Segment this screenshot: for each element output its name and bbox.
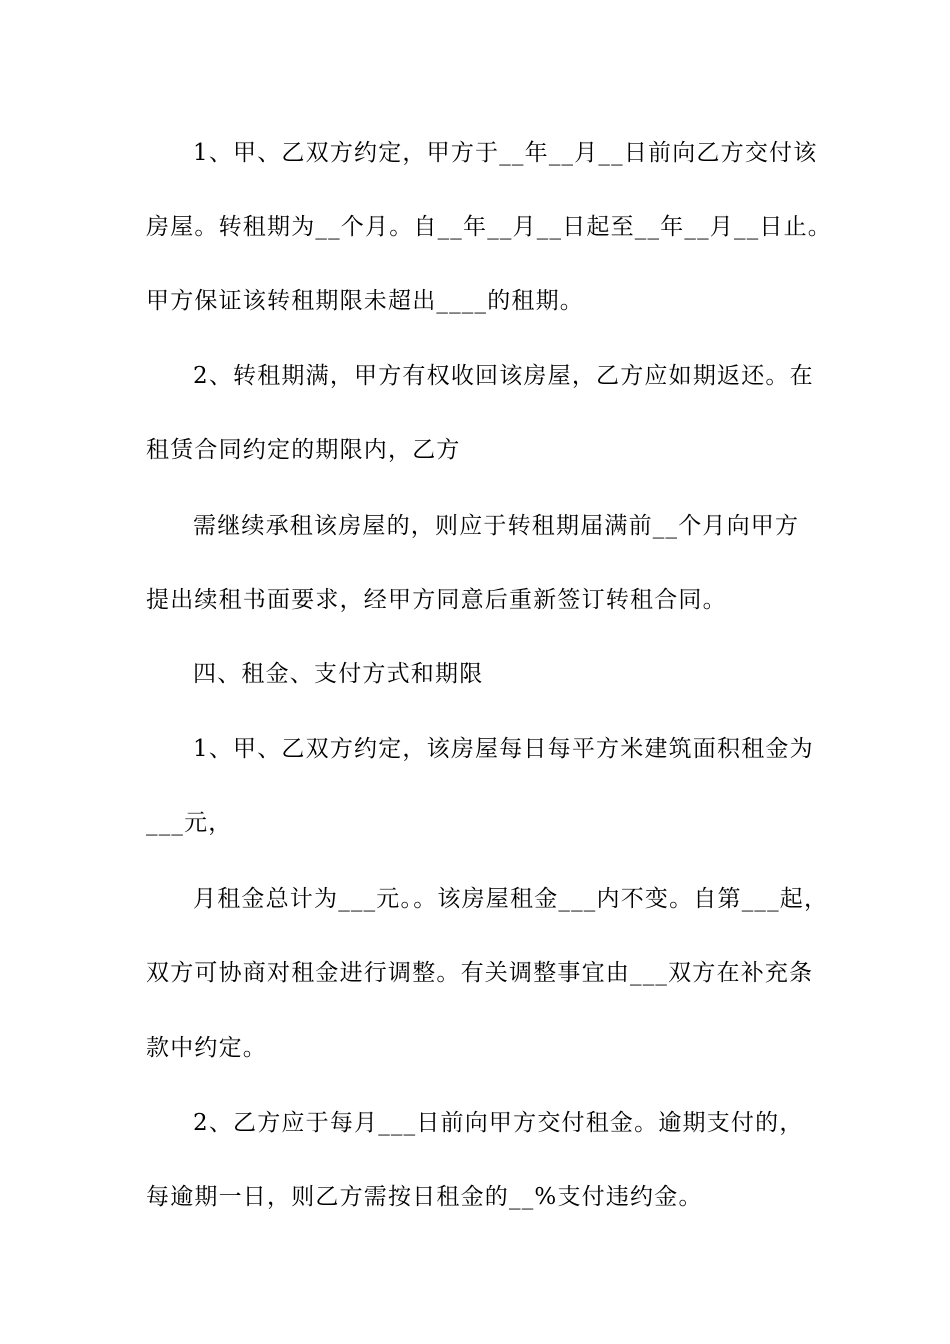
paragraph-line-9: 1、甲、乙双方约定，该房屋每日每平方米建筑面积租金为 xyxy=(193,736,814,762)
paragraph-line-14: 2、乙方应于每月___日前向甲方交付租金。逾期支付的， xyxy=(193,1110,804,1136)
paragraph-line-5: 租赁合同约定的期限内，乙方 xyxy=(146,437,461,463)
paragraph-line-10: ___元， xyxy=(146,810,233,836)
paragraph-line-2: 房屋。转租期为__个月。自__年__月__日起至__年__月__日止。 xyxy=(146,214,832,240)
paragraph-line-1: 1、甲、乙双方约定，甲方于__年__月__日前向乙方交付该 xyxy=(193,140,818,166)
paragraph-line-11: 月租金总计为___元。。该房屋租金___内不变。自第___起， xyxy=(193,886,829,912)
paragraph-line-7: 提出续租书面要求，经甲方同意后重新签订转租合同。 xyxy=(146,587,727,613)
paragraph-line-6: 需继续承租该房屋的，则应于转租期届满前__个月向甲方 xyxy=(193,513,800,539)
paragraph-line-12: 双方可协商对租金进行调整。有关调整事宜由___双方在补充条 xyxy=(146,960,814,986)
paragraph-line-4: 2、转租期满，甲方有权收回该房屋，乙方应如期返还。在 xyxy=(193,363,814,389)
paragraph-line-3: 甲方保证该转租期限未超出____的租期。 xyxy=(146,288,584,314)
section-heading: 四、租金、支付方式和期限 xyxy=(193,661,484,687)
paragraph-line-13: 款中约定。 xyxy=(146,1035,267,1061)
paragraph-line-15: 每逾期一日，则乙方需按日租金的__%支付违约金。 xyxy=(146,1184,703,1210)
